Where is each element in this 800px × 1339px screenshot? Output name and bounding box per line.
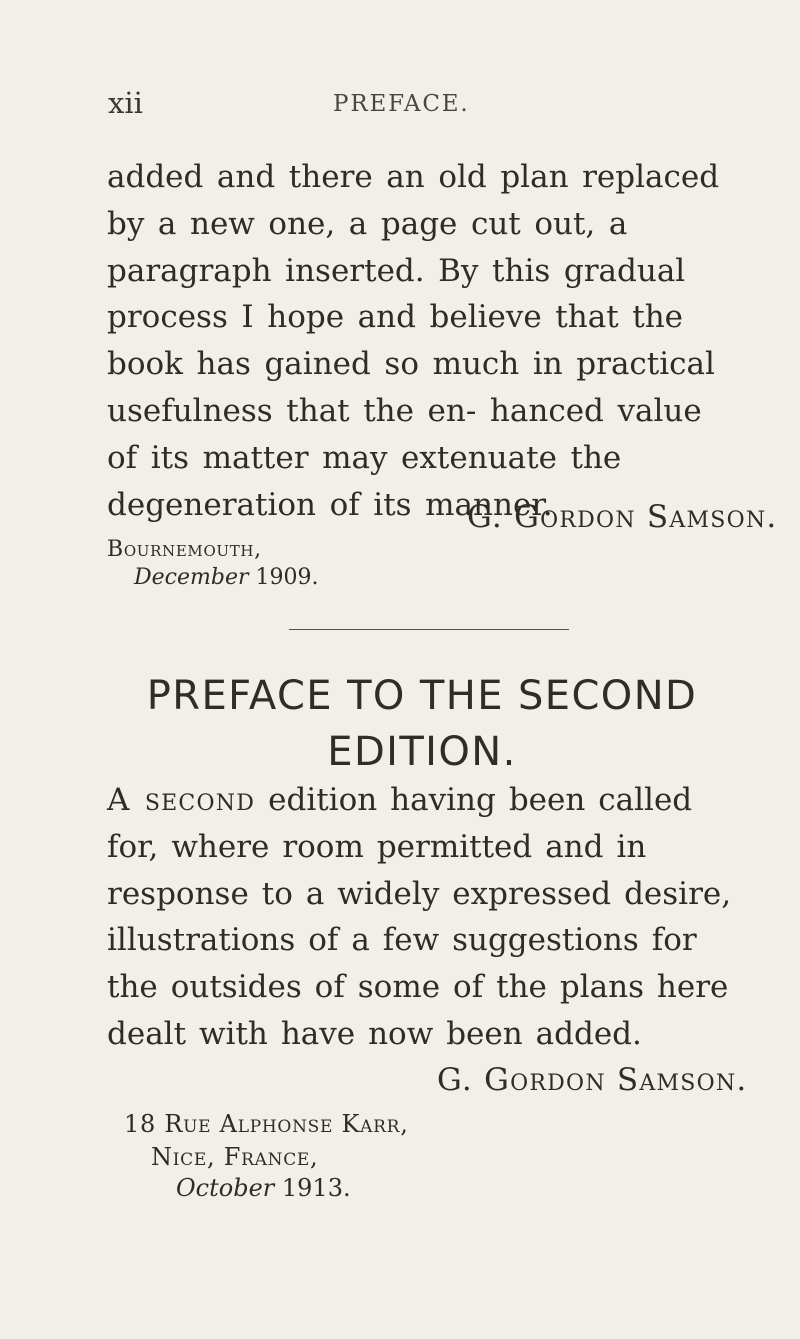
signature-place: Bournemouth, <box>107 537 262 562</box>
address-city: Nice, France, <box>151 1143 319 1171</box>
section-divider <box>289 629 569 630</box>
second-signature-year: 1913. <box>281 1174 351 1202</box>
signature-year: 1909. <box>255 565 319 590</box>
second-edition-paragraph <box>107 777 735 1058</box>
signature-month: December <box>134 565 249 590</box>
second-edition-body: edition having been called for, where room permitted and in response to a widely expressed desire, illustrations of a few suggestions for the outsides of some of the plans here dealt with have now been added. <box>107 782 732 1052</box>
second-signature-month: October <box>176 1174 275 1202</box>
running-title: PREFACE. <box>333 91 470 117</box>
running-header <box>108 86 728 122</box>
author-signature: G. Gordon Samson. <box>467 499 778 535</box>
address-street: 18 Rue Alphonse Karr, <box>124 1110 409 1138</box>
preface-body-paragraph: added and there an old plan replaced by a new one, a page cut out, a paragraph inserted. By this gradual process I hope and believe that the book has gained so much in practical usefulness that the en- hanced value of its matter may extenuate the degeneration of its manner. <box>107 159 720 523</box>
second-edition-heading: PREFACE TO THE SECOND EDITION. <box>146 673 698 775</box>
author-signature-second: G. Gordon Samson. <box>437 1062 748 1098</box>
signature-date <box>134 563 318 593</box>
page-number: xii <box>108 86 143 120</box>
second-edition-lead-word: A second <box>107 782 256 818</box>
second-signature-date <box>176 1172 351 1204</box>
